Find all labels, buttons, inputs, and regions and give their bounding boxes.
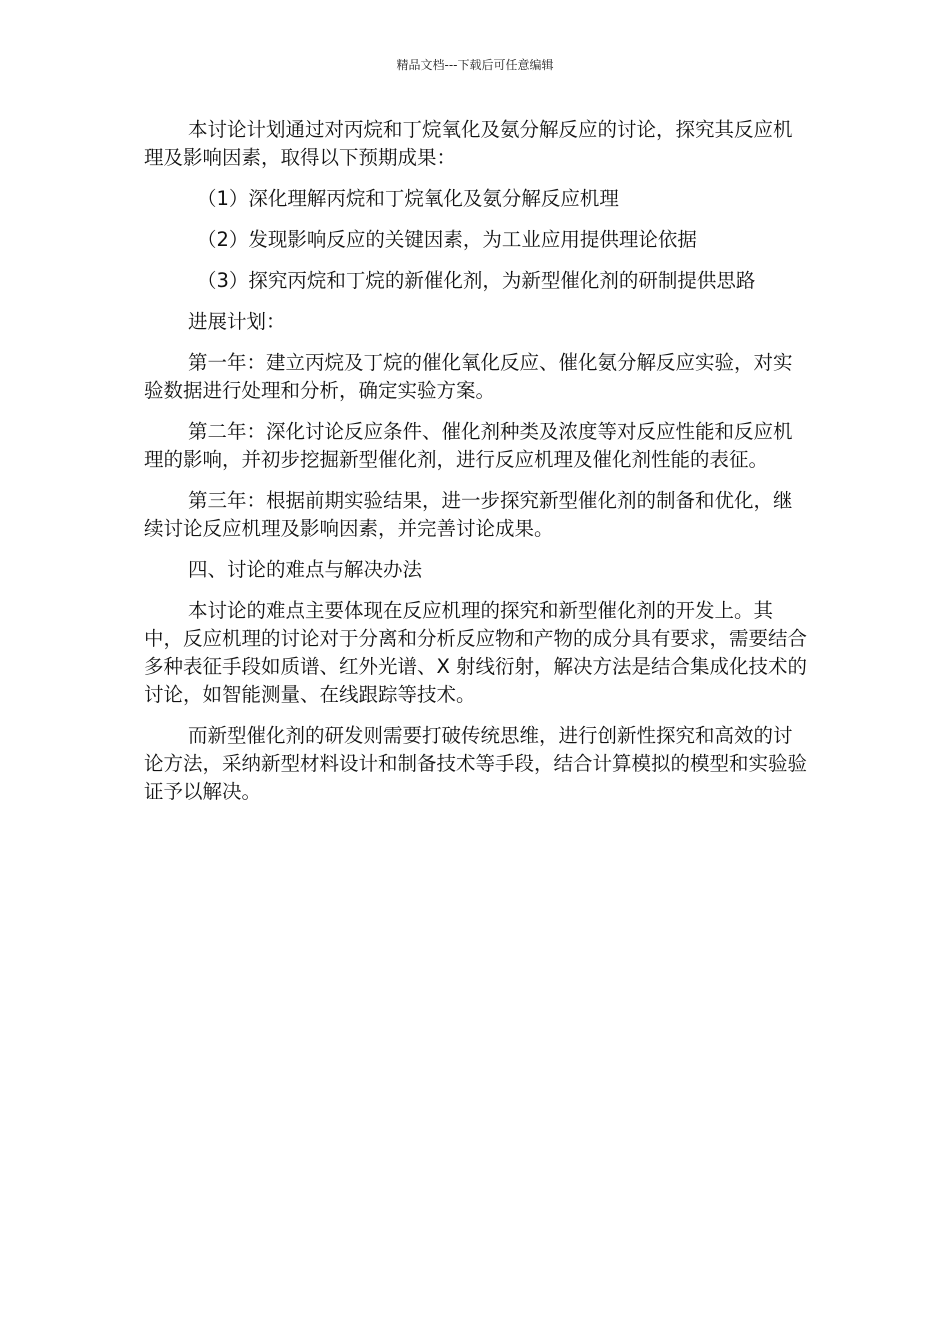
document-body (144, 116, 808, 819)
intro-paragraph: 本讨论计划通过对丙烷和丁烷氧化及氨分解反应的讨论，探究其反应机理及影响因素，取得以下预期成果： (144, 118, 793, 169)
difficulty-paragraph: 本讨论的难点主要体现在反应机理的探究和新型催化剂的开发上。其中，反应机理的讨论对于分离和分析反应物和产物的成分具有要求，需要结合多种表征手段如质谱、红外光谱、X 射线衍射，解决方法是结合集成化技术的讨论，如智能测量、在线跟踪等技术。 (144, 599, 808, 706)
plan-heading: 进展计划： (188, 310, 286, 333)
page-header: 精品文档---下载后可任意编辑 (396, 58, 554, 72)
section-4-heading: 四、讨论的难点与解决办法 (188, 558, 423, 581)
plan-year-2: 第二年：深化讨论反应条件、催化剂种类及浓度等对反应性能和反应机理的影响，并初步挖掘新型催化剂，进行反应机理及催化剂性能的表征。 (144, 420, 793, 471)
outcome-item-3: （3）探究丙烷和丁烷的新催化剂，为新型催化剂的研制提供思路 (197, 269, 756, 292)
plan-year-3: 第三年：根据前期实验结果，进一步探究新型催化剂的制备和优化，继续讨论反应机理及影响因素，并完善讨论成果。 (144, 489, 793, 540)
plan-year-1: 第一年：建立丙烷及丁烷的催化氧化反应、催化氨分解反应实验，对实验数据进行处理和分析，确定实验方案。 (144, 351, 793, 402)
outcome-item-1: （1）深化理解丙烷和丁烷氧化及氨分解反应机理 (197, 187, 619, 210)
solution-paragraph: 而新型催化剂的研发则需要打破传统思维，进行创新性探究和高效的讨论方法，采纳新型材料设计和制备技术等手段，结合计算模拟的模型和实验验证予以解决。 (144, 724, 808, 803)
outcome-item-2: （2）发现影响反应的关键因素，为工业应用提供理论依据 (197, 228, 697, 251)
